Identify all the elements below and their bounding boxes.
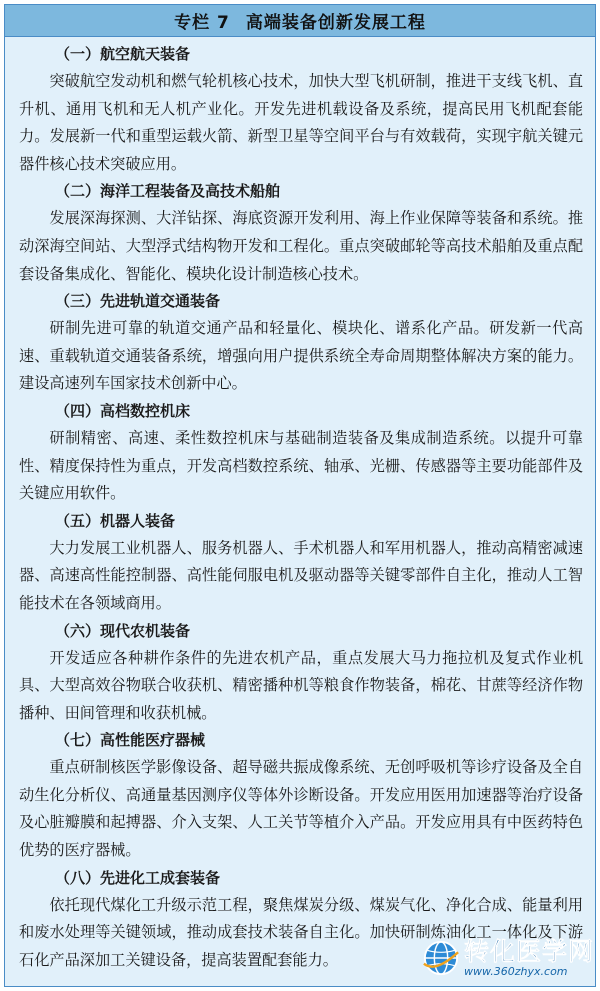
section-paragraph: 大力发展工业机器人、服务机器人、手术机器人和军用机器人，推动高精密减速器、高速高性能控制器、高性能伺服电机及驱动器等关键零部件自主化，推动人工智能技术在各领域商用。 (19, 538, 583, 612)
section-marine (19, 178, 583, 288)
column-title: 高端装备创新发展工程 (245, 13, 426, 33)
section-cnc (19, 398, 583, 508)
column-box (4, 4, 596, 987)
section-rail (19, 288, 583, 398)
section-paragraph: 依托现代煤化工升级示范工程，聚焦煤炭分级、煤炭气化、净化合成、能量利用和废水处理等关键领域，推动成套技术装备自主化。加快研制炼油化工一体化及下游石化产品深加工关键设备，提高装置配套能力。 (19, 895, 583, 969)
section-paragraph: 重点研制核医学影像设备、超导磁共振成像系统、无创呼吸机等诊疗设备及全自动生化分析仪、高通量基因测序仪等体外诊断设备。开发应用医用加速器等治疗设备及心脏瓣膜和起搏器、介入支架、人工关节等植介入产品。开发应用具有中医药特色优势的医疗器械。 (19, 758, 583, 860)
section-heading: （五）机器人装备 (55, 511, 176, 530)
section-aerospace (19, 41, 583, 178)
section-heading: （七）高性能医疗器械 (55, 731, 206, 750)
section-heading: （一）航空航天装备 (55, 45, 191, 63)
globe-logo-icon (422, 939, 460, 977)
section-heading: （四）高档数控机床 (55, 401, 191, 420)
section-heading: （六）现代农机装备 (55, 621, 191, 640)
section-paragraph: 研制精密、高速、柔性数控机床与基础制造装备及集成制造系统。以提升可靠性、精度保持性为重点，开发高档数控系统、轴承、光栅、传感器等主要功能部件及关键应用软件。 (19, 428, 583, 503)
section-heading: （三）先进轨道交通装备 (55, 292, 221, 311)
site-watermark (422, 939, 594, 977)
section-heading: （二）海洋工程装备及高技术船舶 (55, 182, 281, 201)
watermark-title: 转化医学网 (463, 937, 594, 966)
section-medical (19, 727, 583, 864)
section-heading: （八）先进化工成套装备 (55, 868, 221, 887)
section-robot (19, 508, 583, 618)
section-paragraph: 发展深海探测、大洋钻探、海底资源开发利用、海上作业保障等装备和系统。推动深海空间站、大型浮式结构物开发和工程化。重点突破邮轮等高技术船舶及重点配套设备集成化、智能化、模块化设计制造核心技术。 (19, 209, 583, 283)
section-paragraph: 开发适应各种耕作条件的先进农机产品，重点发展大马力拖拉机及复式作业机具、大型高效谷物联合收获机、精密播种机等粮食作物装备，棉花、甘蔗等经济作物播种、田间管理和收获机械。 (19, 648, 583, 722)
column-header (5, 5, 595, 37)
section-agri (19, 618, 583, 728)
watermark-url: www.360zhyx.com (463, 965, 568, 978)
section-paragraph: 突破航空发动机和燃气轮机核心技术，加快大型飞机研制，推进干支线飞机、直升机、通用飞机和无人机产业化。开发先进机载设备及系统，提高民用飞机配套能力。发展新一代和重型运载火箭、新型卫星等空间平台与有效载荷，实现宇航关键元器件核心技术突破应用。 (19, 72, 583, 173)
section-paragraph: 研制先进可靠的轨道交通产品和轻量化、模块化、谱系化产品。研发新一代高速、重载轨道交通装备系统，增强向用户提供系统全寿命周期整体解决方案的能力。建设高速列车国家技术创新中心。 (19, 319, 583, 393)
column-label: 专栏 7 (174, 13, 230, 33)
column-content (5, 37, 595, 974)
